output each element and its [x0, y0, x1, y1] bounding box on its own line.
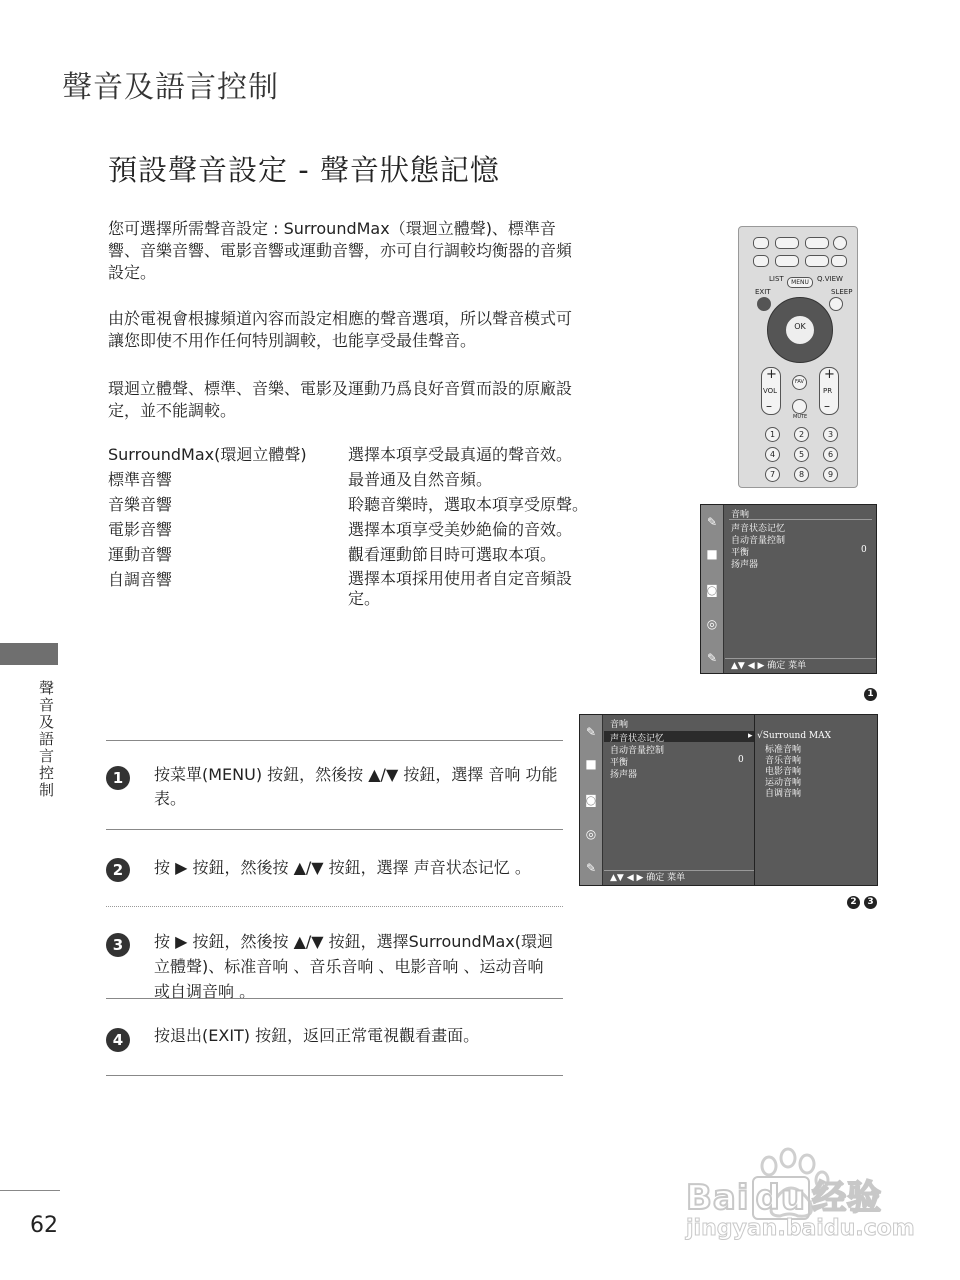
osd-item: 声音状态记忆: [731, 524, 786, 534]
step-number-badge: 4: [106, 1028, 130, 1052]
sleep-label: SLEEP: [831, 288, 853, 296]
menu-button: MENU: [787, 277, 813, 288]
fast-forward-icon: [805, 255, 829, 267]
watermark-brand: [686, 1170, 882, 1219]
exit-label: EXIT: [755, 288, 771, 296]
intro-paragraph: 您可選擇所需聲音設定 : SurroundMax（環迴立體聲)、標準音響、音樂音響、電影音響或運動音響，亦可自行調較均衡器的音頻設定。: [108, 219, 573, 282]
mode-name: SurroundMax(環迴立體聲): [108, 445, 307, 464]
mode-desc: 選擇本項享受最真逼的聲音效。: [348, 445, 573, 464]
arrow-right-icon: ▸: [748, 731, 753, 741]
stop-button-icon: [753, 237, 769, 249]
program-minus-label: –: [824, 399, 830, 413]
osd-item: 扬声器: [610, 770, 638, 780]
osd-sound-menu-selected: [579, 714, 757, 886]
mode-row: [108, 542, 588, 567]
osd-sound-mode-submenu: [754, 714, 878, 886]
submenu-item-checked: √Surround MAX: [757, 731, 832, 741]
option-icon: ✎: [585, 861, 597, 875]
ok-button-icon: OK: [785, 315, 815, 345]
volume-plus-label: +: [766, 367, 777, 382]
number-key-9: 9: [823, 467, 838, 482]
callout-badge: 3: [864, 896, 877, 909]
speaker-icon: ◙: [585, 793, 597, 807]
step-text: 按菜單(MENU) 按鈕，然後按 ▲/▼ 按鈕，選擇 音响 功能表。: [154, 765, 558, 808]
list-label: LIST: [769, 275, 784, 283]
watermark-url: jingyan.baidu.com: [686, 1216, 915, 1241]
step-divider: [106, 1075, 563, 1076]
rewind-icon: [775, 255, 799, 267]
page-divider: [0, 1190, 60, 1191]
mode-name: 音樂音響: [108, 495, 173, 514]
skip-back-icon: [753, 255, 769, 267]
mode-row: [108, 442, 588, 467]
page-number: 62: [30, 1213, 58, 1238]
sleep-button-icon: [829, 297, 843, 311]
osd-item: 平衡: [731, 548, 750, 558]
mode-desc: 聆聽音樂時，選取本項享受原聲。: [348, 495, 589, 514]
step-divider: [106, 906, 563, 907]
step-divider: [106, 998, 563, 999]
number-key-4: 4: [765, 447, 780, 462]
osd-balance-value: 0: [861, 545, 867, 555]
qview-label: Q.VIEW: [817, 275, 843, 283]
mute-button-icon: [792, 399, 807, 414]
mode-name: 自調音響: [108, 570, 173, 589]
osd-footer: ▲▼ ◀ ▶ 确定 菜单: [604, 870, 756, 885]
step-text: 按退出(EXIT) 按鈕，返回正常電視觀看畫面。: [154, 1026, 480, 1045]
mode-row: [108, 517, 588, 542]
number-key-7: 7: [765, 467, 780, 482]
watermark-brand-right: 经验: [812, 1178, 883, 1218]
picture-icon: ■: [585, 757, 597, 771]
osd-title: 音响: [610, 720, 629, 730]
volume-label: VOL: [763, 387, 778, 395]
osd-category-sidebar: [701, 505, 724, 673]
step-divider: [106, 829, 563, 830]
mode-desc: 最普通及自然音頻。: [348, 470, 493, 489]
mode-row: [108, 492, 588, 517]
number-key-6: 6: [823, 447, 838, 462]
setup-icon: ✎: [585, 725, 597, 739]
osd-item-selected: 声音状态记忆: [610, 734, 665, 744]
mode-row: [108, 567, 588, 609]
osd-footer: ▲▼ ◀ ▶ 确定 菜单: [725, 658, 876, 673]
step-text: 按 ▶ 按鈕，然後按 ▲/▼ 按鈕，選擇 声音状态记忆 。: [154, 858, 531, 877]
callout-badge: 2: [847, 896, 860, 909]
osd-category-sidebar: [580, 715, 603, 885]
osd-item: 扬声器: [731, 560, 759, 570]
osd-balance-value: 0: [738, 755, 744, 765]
osd-item: 平衡: [610, 758, 629, 768]
number-key-5: 5: [794, 447, 809, 462]
record-button-icon: [833, 236, 847, 250]
time-icon: ◎: [706, 617, 718, 631]
picture-icon: ■: [706, 547, 718, 561]
play-button-icon: [775, 237, 799, 249]
step-divider: [106, 740, 563, 741]
auto-mode-paragraph: 由於電視會根據頻道內容而設定相應的聲音選項，所以聲音模式可讓您即使不用作任何特別調較，也能享受最佳聲音。: [108, 309, 573, 350]
watermark-brand-box: du: [752, 1176, 811, 1220]
speaker-icon: ◙: [706, 583, 718, 597]
side-chapter-label: 聲音及語言控制: [37, 680, 55, 799]
chapter-title: 聲音及語言控制: [62, 70, 279, 105]
mode-desc: 觀看運動節目時可選取本項。: [348, 545, 557, 564]
osd-item: 自动音量控制: [731, 536, 786, 546]
mute-label: MUTE: [793, 414, 808, 420]
sound-mode-list: [108, 442, 588, 609]
mode-name: 電影音響: [108, 520, 173, 539]
section-title: 預設聲音設定 - 聲音狀態記憶: [108, 153, 500, 187]
time-icon: ◎: [585, 827, 597, 841]
setup-icon: ✎: [706, 515, 718, 529]
mode-desc: 選擇本項採用使用者自定音頻設定。: [348, 569, 573, 608]
submenu-item: 运动音响: [765, 778, 802, 788]
number-key-8: 8: [794, 467, 809, 482]
submenu-item: 音乐音响: [765, 756, 802, 766]
watermark-brand-left: Bai: [686, 1178, 750, 1218]
submenu-item: 自调音响: [765, 789, 802, 799]
number-key-3: 3: [823, 427, 838, 442]
program-label: PR: [823, 387, 833, 395]
skip-forward-icon: [831, 255, 847, 267]
osd-sound-menu: [700, 504, 877, 674]
submenu-item: 电影音响: [765, 767, 802, 777]
number-key-1: 1: [765, 427, 780, 442]
exit-button-icon: [757, 297, 771, 311]
factory-setting-paragraph: 環迴立體聲、標準、音樂、電影及運動乃爲良好音質而設的原廠設定，並不能調較。: [108, 379, 573, 420]
step-number-badge: 1: [106, 766, 130, 790]
program-plus-label: +: [824, 367, 835, 382]
mode-row: [108, 467, 588, 492]
mode-desc: 選擇本項享受美妙絶倫的音效。: [348, 520, 573, 539]
submenu-item: 标准音响: [765, 745, 802, 755]
step-number-badge: 3: [106, 933, 130, 957]
mode-name: 運動音響: [108, 545, 173, 564]
baidu-watermark: [676, 1140, 916, 1250]
option-icon: ✎: [706, 651, 718, 665]
number-key-2: 2: [794, 427, 809, 442]
fav-button-icon: FAV: [792, 375, 807, 390]
callout-badge: 1: [864, 688, 877, 701]
chapter-tab-marker: [0, 643, 58, 665]
step-text: 按 ▶ 按鈕，然後按 ▲/▼ 按鈕，選擇SurroundMax(環迴立體聲)、标准音响 、音乐音响 、电影音响 、运动音响 或自调音响 。: [154, 932, 554, 1001]
volume-minus-label: –: [766, 399, 772, 413]
pause-button-icon: [805, 237, 829, 249]
step-number-badge: 2: [106, 858, 130, 882]
mode-name: 標準音響: [108, 470, 173, 489]
osd-item: 自动音量控制: [610, 746, 665, 756]
remote-control-illustration: [738, 226, 858, 488]
osd-title: 音响: [731, 510, 750, 520]
